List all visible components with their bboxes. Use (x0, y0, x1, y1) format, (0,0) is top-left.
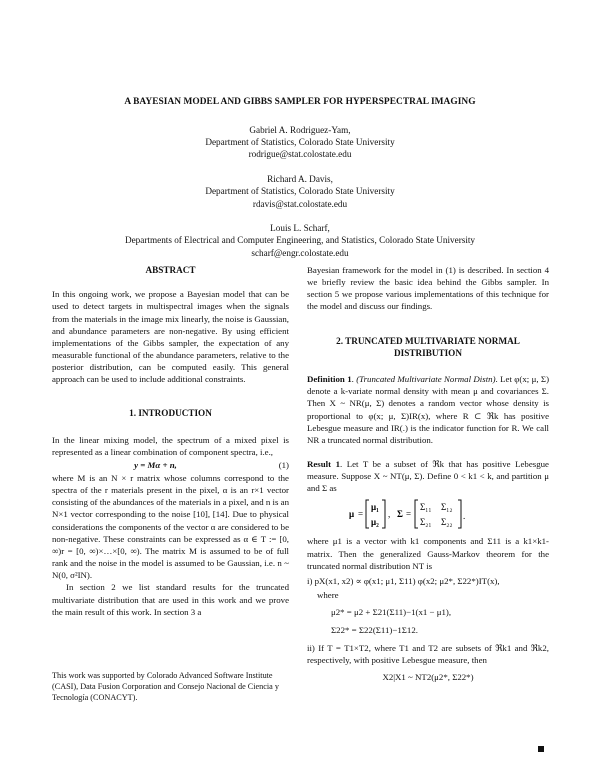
sigma-symbol: Σ (397, 509, 403, 520)
definition-text: Let φ(x; μ, Σ) denote a k-variate normal density with mean μ and covariances Σ. Then X ~ NR(μ, Σ) denotes a random vector whose density is proportional to φ(x; μ, Σ)IR(x), where R ⊂ ℜk has positive Lebesgue measure and IR(.) is the indicator function for R. We call NR a truncated normal distribution. (307, 374, 550, 445)
left-bracket (366, 500, 369, 528)
result-text-1: Let T be a subset of ℜk that has positive Lebesgue measure. Suppose X ~ NT(μ, Σ). Define 0 < k1 < k, and partition μ and Σ as (307, 458, 549, 494)
period: . (463, 511, 466, 522)
equals-sign: = (358, 509, 364, 520)
abstract-text: In this ongoing work, we propose a Bayesian model that can be used to detect targets in multispectral images when the signals from the materials in the image mix linearly, the noise is Gaussian, and abundance parameters are non-negative. By using efficient implementations of the Gibbs sampler, the expectation of any measurable functional of the abundance parameters, relative to the posterior distribution, can be computed easily. This general approach can be used to include additional constraints. (52, 289, 289, 385)
author-2 (0, 173, 600, 210)
author-name: Louis L. Scharf, (270, 223, 330, 234)
section-2-heading (307, 335, 549, 359)
mu-1: μ₁ (371, 502, 379, 513)
equation-body: y = Mα + n, (134, 459, 177, 470)
left-column (52, 264, 289, 618)
author-email: rodrigue@stat.colostate.edu (248, 149, 352, 160)
sigma-22: Σ₂₂ (441, 517, 453, 528)
author-affiliation: Departments of Electrical and Computer Engineering, and Statistics, Colorado State University (124, 235, 476, 246)
definition-label: Definition 1 (307, 374, 352, 385)
footnote: This work was supported by Colorado Advanced Software Institute (CASI), Data Fusion Corporation and Consejo Nacional de Ciencia y Tecnología (CONACYT). (52, 671, 279, 702)
comma: , (388, 509, 391, 520)
partition-matrices (307, 497, 549, 531)
intro-heading: 1. INTRODUCTION (129, 408, 212, 419)
right-bracket-2 (458, 500, 461, 528)
author-email: scharf@engr.colostate.edu (251, 247, 349, 258)
right-bracket (382, 500, 385, 528)
author-name: Richard A. Davis, (267, 174, 333, 185)
paper-title: A BAYESIAN MODEL AND GIBBS SAMPLER FOR HYPERSPECTRAL IMAGING (124, 97, 476, 107)
author-3 (0, 222, 600, 259)
result-item-i: i) pX(x1, x2) ∝ φ(x1; μ1, Σ11) φ(x2; μ2*, Σ22*)IT(x), (307, 575, 500, 586)
mu-2: μ₂ (371, 517, 379, 528)
intro-paragraph-3: In section 2 we list standard results for the truncated multivariate distribution that are used in this work and we prove the main result of this work. In section 3 a (52, 582, 289, 617)
definition-1: Definition 1. (Truncated Multivariate Normal Distn). Let φ(x; μ, Σ) denote a k-variate normal density with mean μ and covariances Σ. Then X ~ NR(μ, Σ) denotes a random vector whose density is proportional to φ(x; μ, Σ)IR(x), where R ⊂ ℜk has positive Lebesgue measure and IR(.) is the indicator function for R. We call NR a truncated normal distribution. (307, 374, 550, 445)
author-1 (0, 124, 600, 161)
result-1: Result 1. Let T be a subset of ℜk that has positive Lebesgue measure. Suppose X ~ NT(μ, Σ). Define 0 < k1 < k, and partition μ and Σ as (307, 458, 549, 494)
intro-continued: Bayesian framework for the model in (1) is described. In section 4 we briefly review the basic idea behind the Gibbs sampler. In section 5 we propose various implementations of this technique for the model and discuss our findings. (307, 265, 549, 312)
sigma-21: Σ₂₁ (420, 517, 432, 528)
sigma-12: Σ₁₂ (441, 502, 453, 513)
intro-paragraph-1: In the linear mixing model, the spectrum of a mixed pixel is represented as a linear combination of component spectra, i.e., (52, 434, 289, 457)
partition-matrix-graphic (349, 497, 509, 531)
where-label: where (317, 589, 339, 600)
author-affiliation: Department of Statistics, Colorado State University (205, 137, 395, 148)
equation-1 (52, 458, 289, 472)
equals-sign-2: = (406, 509, 412, 520)
qed-square (538, 746, 544, 752)
equation-number: (1) (278, 459, 289, 470)
sigma-star-formula: Σ22* = Σ22(Σ11)−1Σ12. (331, 624, 418, 635)
definition-title: (Truncated Multivariate Normal Distn) (356, 374, 496, 385)
right-column (307, 264, 549, 684)
mu-star-formula: μ2* = μ2 + Σ21(Σ11)−1(x1 − μ1), (331, 606, 452, 617)
author-email: rdavis@stat.colostate.edu (252, 198, 348, 209)
final-formula: X2|X1 ~ NT2(μ2*, Σ22*) (382, 672, 474, 683)
abstract-heading: ABSTRACT (145, 265, 196, 275)
author-affiliation: Department of Statistics, Colorado State University (205, 186, 395, 197)
section-2-heading-line-2: DISTRIBUTION (394, 347, 462, 358)
result-text-2: where μ1 is a vector with k1 components and Σ11 is a k1×k1-matrix. Then the generalized Gauss-Markov theorem for the truncated normal distribution NT is (307, 536, 549, 571)
left-bracket-2 (415, 500, 418, 528)
result-item-ii: ii) If T = T1×T2, where T1 and T2 are subsets of ℜk1 and ℜk2, respectively, with positive Lebesgue measure, then (307, 642, 549, 666)
sigma-11: Σ₁₁ (420, 502, 432, 513)
author-block (0, 124, 600, 271)
author-name: Gabriel A. Rodriguez-Yam, (249, 125, 351, 135)
intro-paragraph-2: where M is an N × r matrix whose columns correspond to the spectra of the r materials present in the pixel, α is an r×1 vector consisting of the abundances of the materials in a pixel, and n is an N×1 vector corresponding to the noise [10], [14]. Due to physical considerations the components of the vector α are considered to be non-negative. These constraints can be expressed as α ∈ T := [0, ∞)r = [0, ∞)×…×[0, ∞). The matrix M is assumed to be of full rank and the noise in the model is assumed to be Gaussian, i.e. n ~ N(0, σ²IN). (52, 472, 289, 581)
mu-symbol: μ (349, 509, 355, 520)
result-label: Result 1 (307, 458, 341, 469)
section-2-heading-line-1: 2. TRUNCATED MULTIVARIATE NORMAL (336, 335, 520, 346)
